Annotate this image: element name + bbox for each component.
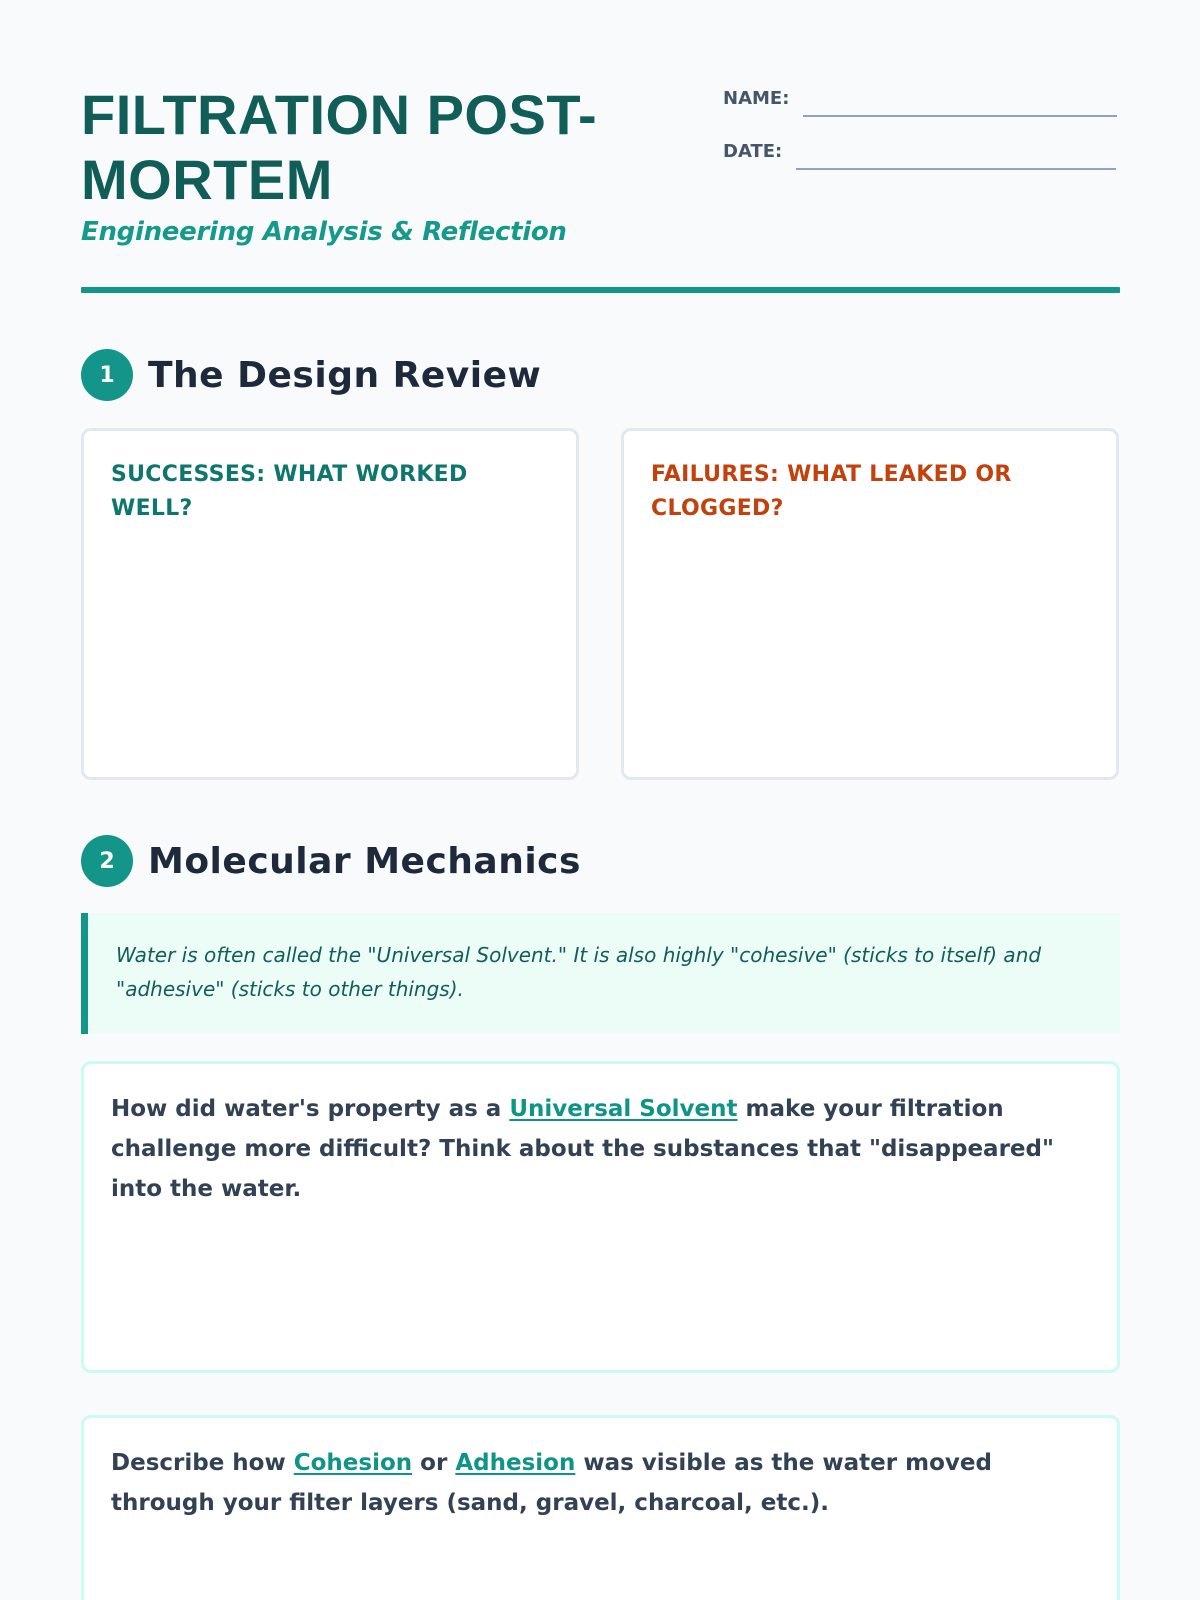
term-cohesion: Cohesion bbox=[293, 1450, 413, 1476]
name-field-row bbox=[723, 88, 1117, 110]
info-callout: Water is often called the "Universal Solvent." It is also highly "cohesive" (sticks to itself) and "adhesive" (sticks to other things). bbox=[81, 913, 1120, 1034]
question-response-box-solvent[interactable] bbox=[81, 1061, 1120, 1373]
failures-response-box[interactable] bbox=[621, 428, 1119, 780]
failures-label: FAILURES: WHAT LEAKED OR CLOGGED? bbox=[651, 462, 1012, 521]
question-prompt: Describe how Cohesion or Adhesion was visible as the water moved through your filter layers (sand, gravel, charcoal, etc.). bbox=[111, 1450, 992, 1516]
section-heading-molecular-mechanics bbox=[81, 835, 581, 887]
successes-response-box[interactable] bbox=[81, 428, 579, 780]
section-title: The Design Review bbox=[148, 354, 542, 396]
question-prompt: How did water's property as a Universal Solvent make your filtration challenge more difficult? Think about the substances that "disappeared" into the water. bbox=[111, 1096, 1054, 1202]
section-title: Molecular Mechanics bbox=[148, 840, 581, 882]
term-adhesion: Adhesion bbox=[455, 1450, 576, 1476]
question-response-box-cohesion[interactable] bbox=[81, 1415, 1120, 1600]
date-label: DATE: bbox=[723, 141, 783, 162]
successes-label: SUCCESSES: WHAT WORKED WELL? bbox=[111, 462, 468, 521]
term-universal-solvent: Universal Solvent bbox=[509, 1096, 738, 1122]
worksheet-header bbox=[81, 82, 1120, 297]
date-field-row bbox=[723, 141, 1116, 163]
worksheet-page bbox=[81, 0, 1120, 1600]
section-number-badge: 1 bbox=[81, 349, 133, 401]
name-field[interactable] bbox=[803, 115, 1117, 117]
section-number-badge: 2 bbox=[81, 835, 133, 887]
date-field[interactable] bbox=[796, 168, 1116, 170]
name-label: NAME: bbox=[723, 88, 790, 109]
page-title: FILTRATION POST-MORTEM bbox=[81, 83, 598, 211]
header-divider bbox=[81, 287, 1120, 293]
page-subtitle: Engineering Analysis & Reflection bbox=[81, 217, 567, 247]
section-heading-design-review bbox=[81, 349, 541, 401]
